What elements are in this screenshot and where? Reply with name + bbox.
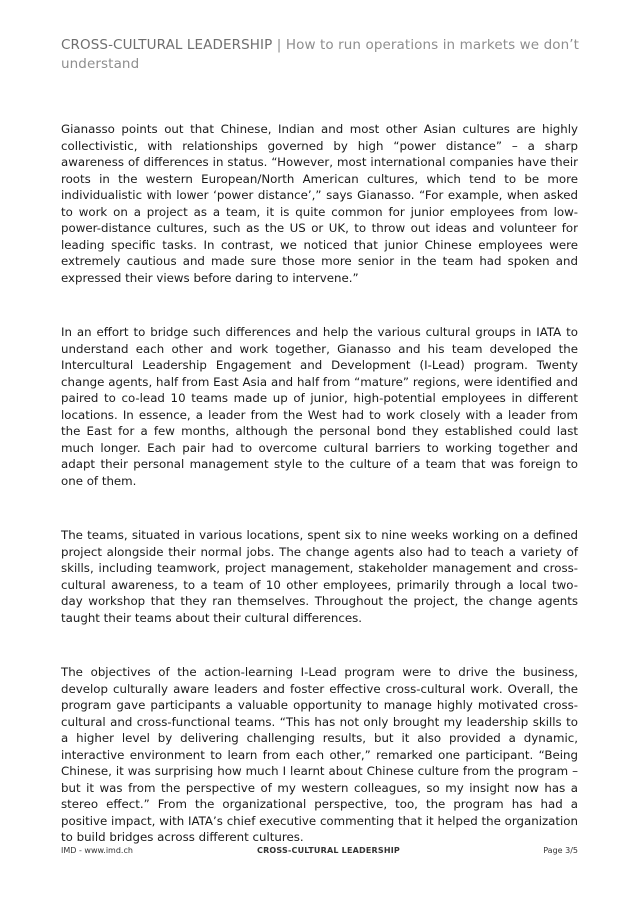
article-body xyxy=(61,121,578,884)
header-subtitle: How to run operations in markets we don’t understand xyxy=(61,37,580,72)
page-footer xyxy=(61,846,578,860)
footer-website: IMD - www.imd.ch xyxy=(61,846,133,855)
paragraph-2: In an effort to bridge such differences and help the various cultural groups in IATA to understand each other and work together, Gianasso and his team developed the Intercultural Leadership Engagement and Development (I-Lead) program. Twenty change agents, half from East Asia and half from “mature” regions, were identified and paired to co-lead 10 teams made up of junior, high-potential employees in different locations. In essence, a leader from the West had to work closely with a leader from the East for a few months, although the personal bond they established could last much longer. Each pair had to overcome cultural barriers to working together and adapt their personal management style to the culture of a team that was foreign to one of them. xyxy=(61,325,578,488)
page-header xyxy=(61,36,591,74)
header-separator: | xyxy=(276,37,282,53)
header-title: CROSS-CULTURAL LEADERSHIP xyxy=(61,37,273,53)
page-number: Page 3/5 xyxy=(543,846,578,855)
paragraph-4: The objectives of the action-learning I-Lead program were to drive the business, develop culturally aware leaders and foster effective cross-cultural work. Overall, the program gave participants a valuable opportunity to manage highly motivated cross-cultural and cross-functional teams. “This has not only brought my leadership skills to a higher level by delivering challenging results, but it also provided a dynamic, interactive environment to learn from each other,” remarked one participant. “Being Chinese, it was surprising how much I learnt about Chinese culture from the program – but it was from the perspective of my western colleagues, so my insight now has a stereo effect.” From the organizational perspective, too, the program has had a positive impact, with IATA’s chief executive commenting that it helped the organization to build bridges across different cultures. xyxy=(61,665,578,844)
footer-title: CROSS-CULTURAL LEADERSHIP xyxy=(257,846,400,855)
paragraph-3: The teams, situated in various locations, spent six to nine weeks working on a defined project alongside their normal jobs. The change agents also had to teach a variety of skills, including teamwork, project management, stakeholder management and cross-cultural awareness, to a team of 10 other employees, primarily through a local two-day workshop that they ran themselves. Throughout the project, the change agents taught their teams about their cultural differences. xyxy=(61,528,578,625)
paragraph-1: Gianasso points out that Chinese, Indian and most other Asian cultures are highly collectivistic, with relationships governed by high “power distance” – a sharp awareness of differences in status. “However, most international companies have their roots in the western European/North American cultures, which tend to be more individualistic with lower ‘power distance’,” says Gianasso. “For example, when asked to work on a project as a team, it is quite common for junior employees from low-power-distance cultures, such as the US or UK, to throw out ideas and volunteer for leading specific tasks. In contrast, we noticed that junior Chinese employees were extremely cautious and made sure those more senior in the team had spoken and expressed their views before daring to intervene.” xyxy=(61,122,578,285)
